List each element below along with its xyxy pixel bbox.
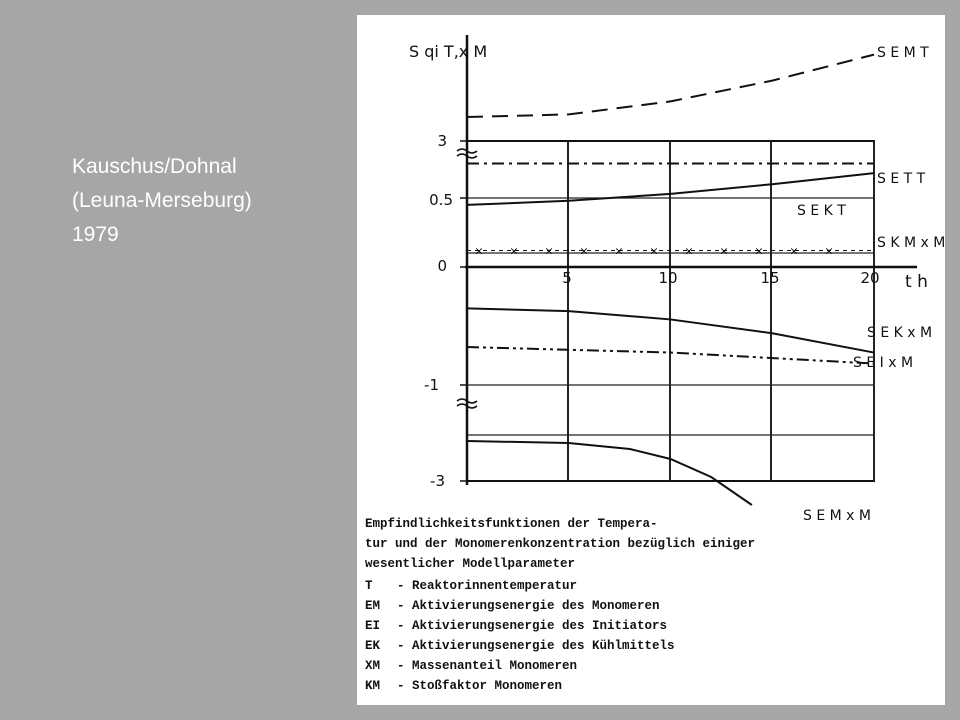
series-label: S E K T [797, 203, 846, 219]
legend-symbol: EM [365, 599, 381, 613]
series-label: S E T T [877, 171, 926, 187]
series-label: S E K x M [867, 325, 933, 341]
x-marker: × [754, 244, 764, 258]
legend-symbol: T [365, 579, 373, 593]
legend-text: - Reaktorinnentemperatur [397, 579, 578, 593]
x-tick-label: 15 [760, 269, 780, 287]
scanned-chart [357, 15, 945, 705]
y-tick-label: 0 [437, 257, 447, 275]
x-marker: × [509, 244, 519, 258]
y-tick-label: 0.5 [429, 191, 453, 209]
y-tick-label: -1 [424, 376, 439, 394]
legend-text: - Aktivierungsenergie des Monomeren [397, 599, 660, 613]
x-tick-label: 5 [562, 269, 572, 287]
x-tick-label: 10 [658, 269, 678, 287]
series-label: S E M x M [803, 508, 871, 524]
x-marker: × [474, 244, 484, 258]
x-tick-label: 20 [860, 269, 880, 287]
y-axis-label: S qi T,x M [409, 42, 488, 61]
sensitivity-chart [357, 15, 945, 705]
legend-text: - Aktivierungsenergie des Kühlmittels [397, 639, 675, 653]
x-marker: × [579, 244, 589, 258]
legend-symbol: EI [365, 619, 381, 633]
series-line [467, 441, 752, 505]
legend-title-line: tur und der Monomerenkonzentration bezüglich einiger [365, 537, 756, 551]
legend-text: - Stoßfaktor Monomeren [397, 679, 563, 693]
legend-symbol: KM [365, 679, 381, 693]
x-marker: × [614, 244, 624, 258]
y-tick-label: 3 [437, 132, 447, 150]
y-tick-label: -3 [430, 472, 445, 490]
series-line [467, 55, 874, 117]
x-marker: × [719, 244, 729, 258]
caption [72, 150, 252, 252]
legend-symbol: XM [365, 659, 381, 673]
legend-title-line: wesentlicher Modellparameter [365, 557, 576, 571]
x-axis-label: t h [905, 272, 928, 292]
x-marker: × [684, 244, 694, 258]
x-marker: × [789, 244, 799, 258]
series-label: S K M x M [877, 235, 945, 251]
series-label: S E I x M [853, 355, 914, 371]
caption-authors: Kauschus/Dohnal [72, 155, 237, 178]
legend-symbol: EK [365, 639, 381, 653]
caption-institution: (Leuna-Merseburg) [72, 189, 252, 212]
legend-text: - Aktivierungsenergie des Initiators [397, 619, 668, 633]
caption-year: 1979 [72, 223, 119, 246]
series-label: S E M T [877, 45, 929, 61]
legend-title-line: Empfindlichkeitsfunktionen der Tempera- [365, 517, 658, 531]
x-marker: × [824, 244, 834, 258]
legend-text: - Massenanteil Monomeren [397, 659, 578, 673]
x-marker: × [544, 244, 554, 258]
x-marker: × [649, 244, 659, 258]
